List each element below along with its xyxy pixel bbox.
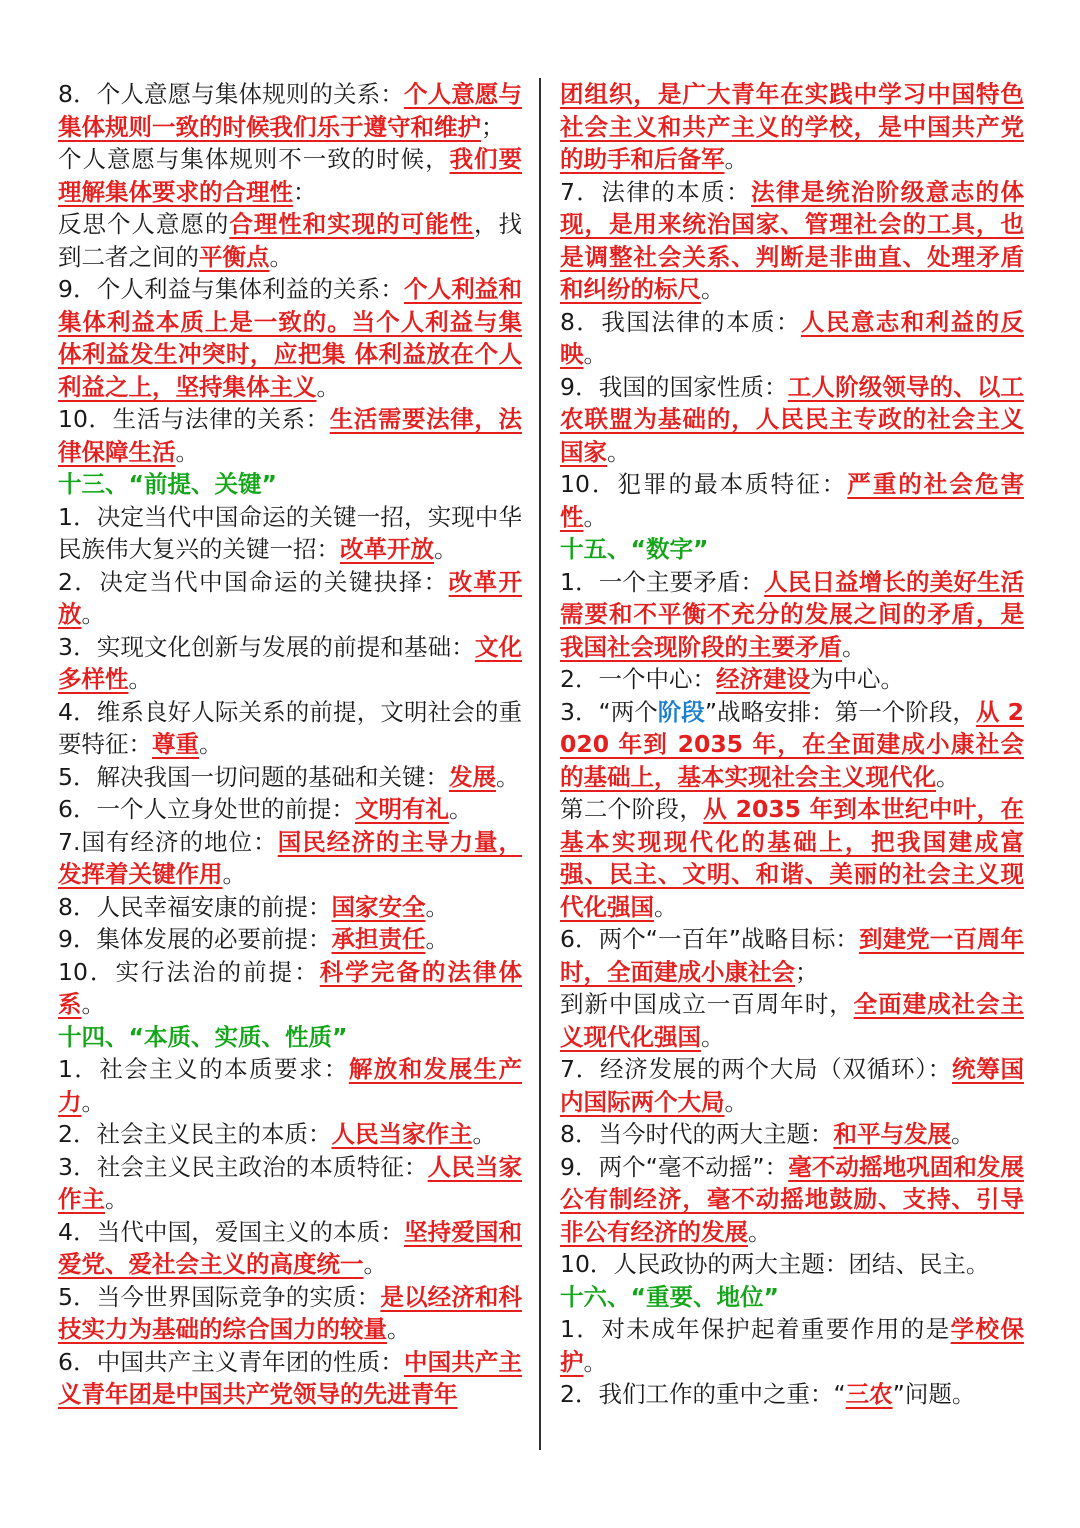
- key-answer: 坚持爱国和爱党、爱社会主义的高度统一: [58, 1217, 523, 1278]
- list-item: [560, 793, 1024, 923]
- section-heading: 十六、“重要、地位”: [560, 1282, 779, 1311]
- item-text: 8．我国法律的本质：: [560, 307, 801, 336]
- list-item: [58, 208, 522, 273]
- item-text: 。: [950, 1120, 975, 1148]
- highlight-term: 阶段: [657, 697, 705, 726]
- item-text: 。: [724, 145, 748, 173]
- item-text: 。: [701, 275, 725, 303]
- item-text: 2．决定当代中国命运的关键抉择：: [58, 567, 449, 596]
- list-item: [58, 696, 522, 761]
- item-text: 1．社会主义的本质要求：: [58, 1055, 349, 1083]
- key-answer: 个人利益和集体利益本质上是一致的。当个人利益与集体利益发生冲突时，应把集 体利益放在个人利益之上，坚持集体主义: [58, 275, 523, 401]
- item-text: 。: [199, 730, 223, 758]
- item-text: 1．一个主要矛盾：: [560, 567, 765, 596]
- item-text: 5．解决我国一切问题的基础和关键：: [58, 762, 449, 791]
- key-answer: 合理性和实现的可能性: [229, 210, 475, 238]
- key-answer: 生活需要法律，法律保障生活: [58, 405, 523, 466]
- list-item: [560, 1151, 1024, 1249]
- item-text: 。: [175, 437, 199, 466]
- key-answer: 改革开放: [58, 567, 523, 628]
- column-divider: [539, 78, 541, 1450]
- item-text: 。: [936, 762, 960, 791]
- item-text: 8．人民幸福安康的前提：: [58, 892, 332, 921]
- key-answer: 人民意志和利益的反映: [560, 307, 1024, 368]
- key-answer: 工人阶级领导的、以工农联盟为基础的，人民民主专政的社会主义国家: [560, 372, 1025, 466]
- item-text: 6．中国共产主义青年团的性质：: [58, 1347, 404, 1376]
- key-answer: 团组织，是广大青年在实践中学习中国特色社会主义和共产主义的学校，是中国共产党的助手和后备军: [560, 80, 1024, 173]
- item-text: 。: [363, 1250, 387, 1278]
- key-answer: 中国共产主义青年团是中国共产党领导的先进青年: [58, 1347, 523, 1408]
- list-item: [560, 566, 1024, 664]
- item-text: 。: [842, 632, 866, 661]
- key-answer: 是以经济和科技实力为基础的综合国力的较量: [58, 1282, 522, 1343]
- item-text: ”战略安排：第一个阶段，: [704, 697, 976, 726]
- list-item: [58, 403, 522, 468]
- item-text: 9．两个“毫不动摇”：: [560, 1152, 789, 1181]
- item-text: 2．我们工作的重中之重：“: [560, 1380, 846, 1408]
- key-answer: 国民经济的主导力量，发挥着关键作用: [58, 827, 523, 888]
- list-item: [58, 1216, 522, 1281]
- item-text: 。: [724, 1087, 748, 1116]
- key-answer: 经济建设: [715, 665, 810, 693]
- item-text: 。: [472, 1120, 496, 1148]
- list-item: [560, 923, 1024, 988]
- key-answer: 平衡点: [199, 242, 270, 271]
- item-text: ，找到二者之间的: [58, 210, 523, 271]
- list-item: [560, 696, 1024, 794]
- key-answer: 严重的社会危害性: [560, 470, 1025, 531]
- list-item: [560, 663, 1024, 696]
- list-item: [58, 793, 522, 826]
- list-item: [560, 306, 1024, 371]
- item-text: 2．一个中心：: [560, 665, 716, 693]
- section-heading: 十五、“数字”: [560, 535, 709, 563]
- list-item: [58, 761, 522, 794]
- section-heading: 十四、“本质、实质、性质”: [58, 1022, 348, 1051]
- item-text: ：: [293, 177, 317, 206]
- key-answer: 从 2020 年到 2035 年，在全面建成小康社会的基础上，基本实现社会主义现代化: [560, 697, 1024, 791]
- key-answer: 三农: [845, 1380, 893, 1408]
- list-item: [58, 78, 522, 143]
- list-item: [58, 956, 522, 1021]
- list-item: [58, 1281, 522, 1346]
- item-text: 。: [81, 1087, 105, 1116]
- item-text: 。: [128, 665, 152, 693]
- list-item: [58, 923, 522, 956]
- item-text: 。: [425, 925, 449, 953]
- item-text: 6．一个人立身处世的前提：: [58, 795, 355, 823]
- key-answer: 科学完备的法律体系: [58, 957, 523, 1018]
- item-text: 8．个人意愿与集体规则的关系：: [58, 80, 404, 108]
- list-item: [560, 1053, 1024, 1118]
- item-text: 。: [701, 1022, 725, 1051]
- key-answer: 个人意愿与集体规则一致的时候我们乐于遵守和维护: [58, 80, 523, 141]
- item-text: 10．犯罪的最本质特征：: [560, 470, 848, 498]
- key-answer: 国家安全: [331, 892, 426, 921]
- item-text: 10．实行法治的前提：: [58, 957, 320, 986]
- key-answer: 改革开放: [340, 535, 434, 563]
- key-answer: 学校保护: [560, 1315, 1025, 1376]
- key-answer: 承担责任: [331, 925, 426, 953]
- list-item: [58, 273, 522, 403]
- item-text: 。: [607, 437, 631, 466]
- item-text: 7．经济发展的两个大局（双循环）：: [560, 1055, 952, 1083]
- item-text: 。: [583, 502, 607, 531]
- list-item: [58, 566, 522, 631]
- section-heading: 十三、“前提、关键”: [58, 470, 277, 498]
- item-text: 。: [448, 795, 473, 823]
- key-answer: 毫不动摇地巩固和发展公有制经济，毫不动摇地鼓励、支持、引导非公有经济的发展: [560, 1152, 1024, 1246]
- item-text: 7.国有经济的地位：: [58, 827, 278, 856]
- key-answer: 和平与发展: [833, 1120, 951, 1148]
- item-text: 2．社会主义民主的本质：: [58, 1120, 332, 1148]
- item-text: 6．两个“一百年”战略目标：: [560, 925, 859, 953]
- item-text: 。: [269, 242, 293, 271]
- item-text: 。: [583, 340, 607, 368]
- item-text: 3．“两个: [560, 697, 658, 726]
- item-text: 9．我国的国家性质：: [560, 372, 788, 401]
- key-answer: 解放和发展生产力: [58, 1055, 523, 1116]
- list-item: [560, 371, 1024, 469]
- list-item: [58, 631, 522, 696]
- item-text: 1．决定当代中国命运的关键一招，实现中华民族伟大复兴的关键一招：: [58, 502, 522, 563]
- item-text: 4．维系良好人际关系的前提，文明社会的重要特征：: [58, 697, 522, 758]
- key-answer: 发展: [448, 762, 496, 791]
- list-item: [560, 468, 1024, 533]
- list-item: [58, 891, 522, 924]
- item-text: 4．当代中国，爱国主义的本质：: [58, 1217, 404, 1246]
- item-text: 。: [316, 372, 340, 401]
- key-answer: 统筹国内国际两个大局: [560, 1055, 1025, 1116]
- item-text: 。: [81, 600, 105, 628]
- item-text: 。: [434, 535, 458, 563]
- list-item: [560, 78, 1024, 176]
- list-item: [58, 1118, 522, 1151]
- item-text: 9．个人利益与集体利益的关系：: [58, 275, 404, 303]
- key-answer: 法律是统治阶级意志的体现，是用来统治国家、管理社会的工具，也是调整社会关系、判断是非曲直、处理矛盾和纠纷的标尺: [560, 177, 1025, 303]
- item-text: 。: [583, 1347, 607, 1376]
- list-item: [560, 1378, 1024, 1411]
- item-text: 。: [748, 1217, 772, 1246]
- item-text: 。: [81, 990, 105, 1018]
- key-answer: 尊重: [152, 730, 199, 758]
- left-column: [58, 78, 522, 1411]
- list-item: [58, 826, 522, 891]
- list-item: [58, 501, 522, 566]
- list-item: [560, 988, 1024, 1053]
- right-column: [560, 78, 1024, 1411]
- item-text: 9．集体发展的必要前提：: [58, 925, 332, 953]
- key-answer: 人民当家作主: [58, 1152, 523, 1213]
- list-item: [560, 1313, 1024, 1378]
- item-text: 到新中国成立一百周年时，: [560, 990, 854, 1018]
- list-item: [58, 143, 522, 208]
- list-item: [560, 1248, 1024, 1281]
- item-text: 3．实现文化创新与发展的前提和基础：: [58, 632, 475, 661]
- list-item: [58, 1053, 522, 1118]
- item-text: 8．当今时代的两大主题：: [560, 1120, 834, 1148]
- item-text: 为中心。: [809, 665, 904, 693]
- key-answer: 我们要理解集体要求的合理性: [58, 145, 523, 206]
- item-text: 7．法律的本质：: [560, 177, 752, 206]
- item-text: 1．对未成年保护起着重要作用的是: [560, 1315, 951, 1343]
- item-text: 。: [387, 1315, 411, 1343]
- key-answer: 文化多样性: [58, 632, 523, 693]
- item-text: ；: [795, 957, 819, 986]
- item-text: 。: [105, 1185, 129, 1213]
- item-text: 3．社会主义民主政治的本质特征：: [58, 1152, 428, 1181]
- item-text: 反思个人意愿的: [58, 210, 230, 238]
- key-answer: 到建党一百周年时，全面建成小康社会: [560, 925, 1024, 986]
- list-item: [58, 1151, 522, 1216]
- list-item: [560, 1118, 1024, 1151]
- item-text: 。: [222, 860, 246, 888]
- item-text: 第二个阶段，: [560, 795, 704, 823]
- list-item: [560, 176, 1024, 306]
- item-text: ”问题。: [892, 1380, 976, 1408]
- item-text: 。: [425, 892, 449, 921]
- item-text: 个人意愿与集体规则不一致的时候，: [58, 145, 450, 173]
- item-text: 。: [654, 892, 678, 921]
- list-item: [58, 1346, 522, 1411]
- key-answer: 文明有礼: [354, 795, 449, 823]
- item-text: 5．当今世界国际竞争的实质：: [58, 1282, 381, 1311]
- item-text: ；: [481, 112, 505, 141]
- item-text: 10．人民政协的两大主题：团结、民主。: [560, 1250, 990, 1278]
- key-answer: 人民当家作主: [331, 1120, 473, 1148]
- key-answer: 全面建成社会主义现代化强国: [560, 990, 1025, 1051]
- item-text: 10．生活与法律的关系：: [58, 405, 330, 433]
- item-text: 。: [495, 762, 520, 791]
- key-answer: 从 2035 年到本世纪中叶，在基本实现现代化的基础上，把我国建成富强、民主、文明、和谐、美丽的社会主义现代化强国: [560, 795, 1024, 921]
- key-answer: 人民日益增长的美好生活需要和不平衡不充分的发展之间的矛盾，是我国社会现阶段的主要矛盾: [560, 567, 1025, 661]
